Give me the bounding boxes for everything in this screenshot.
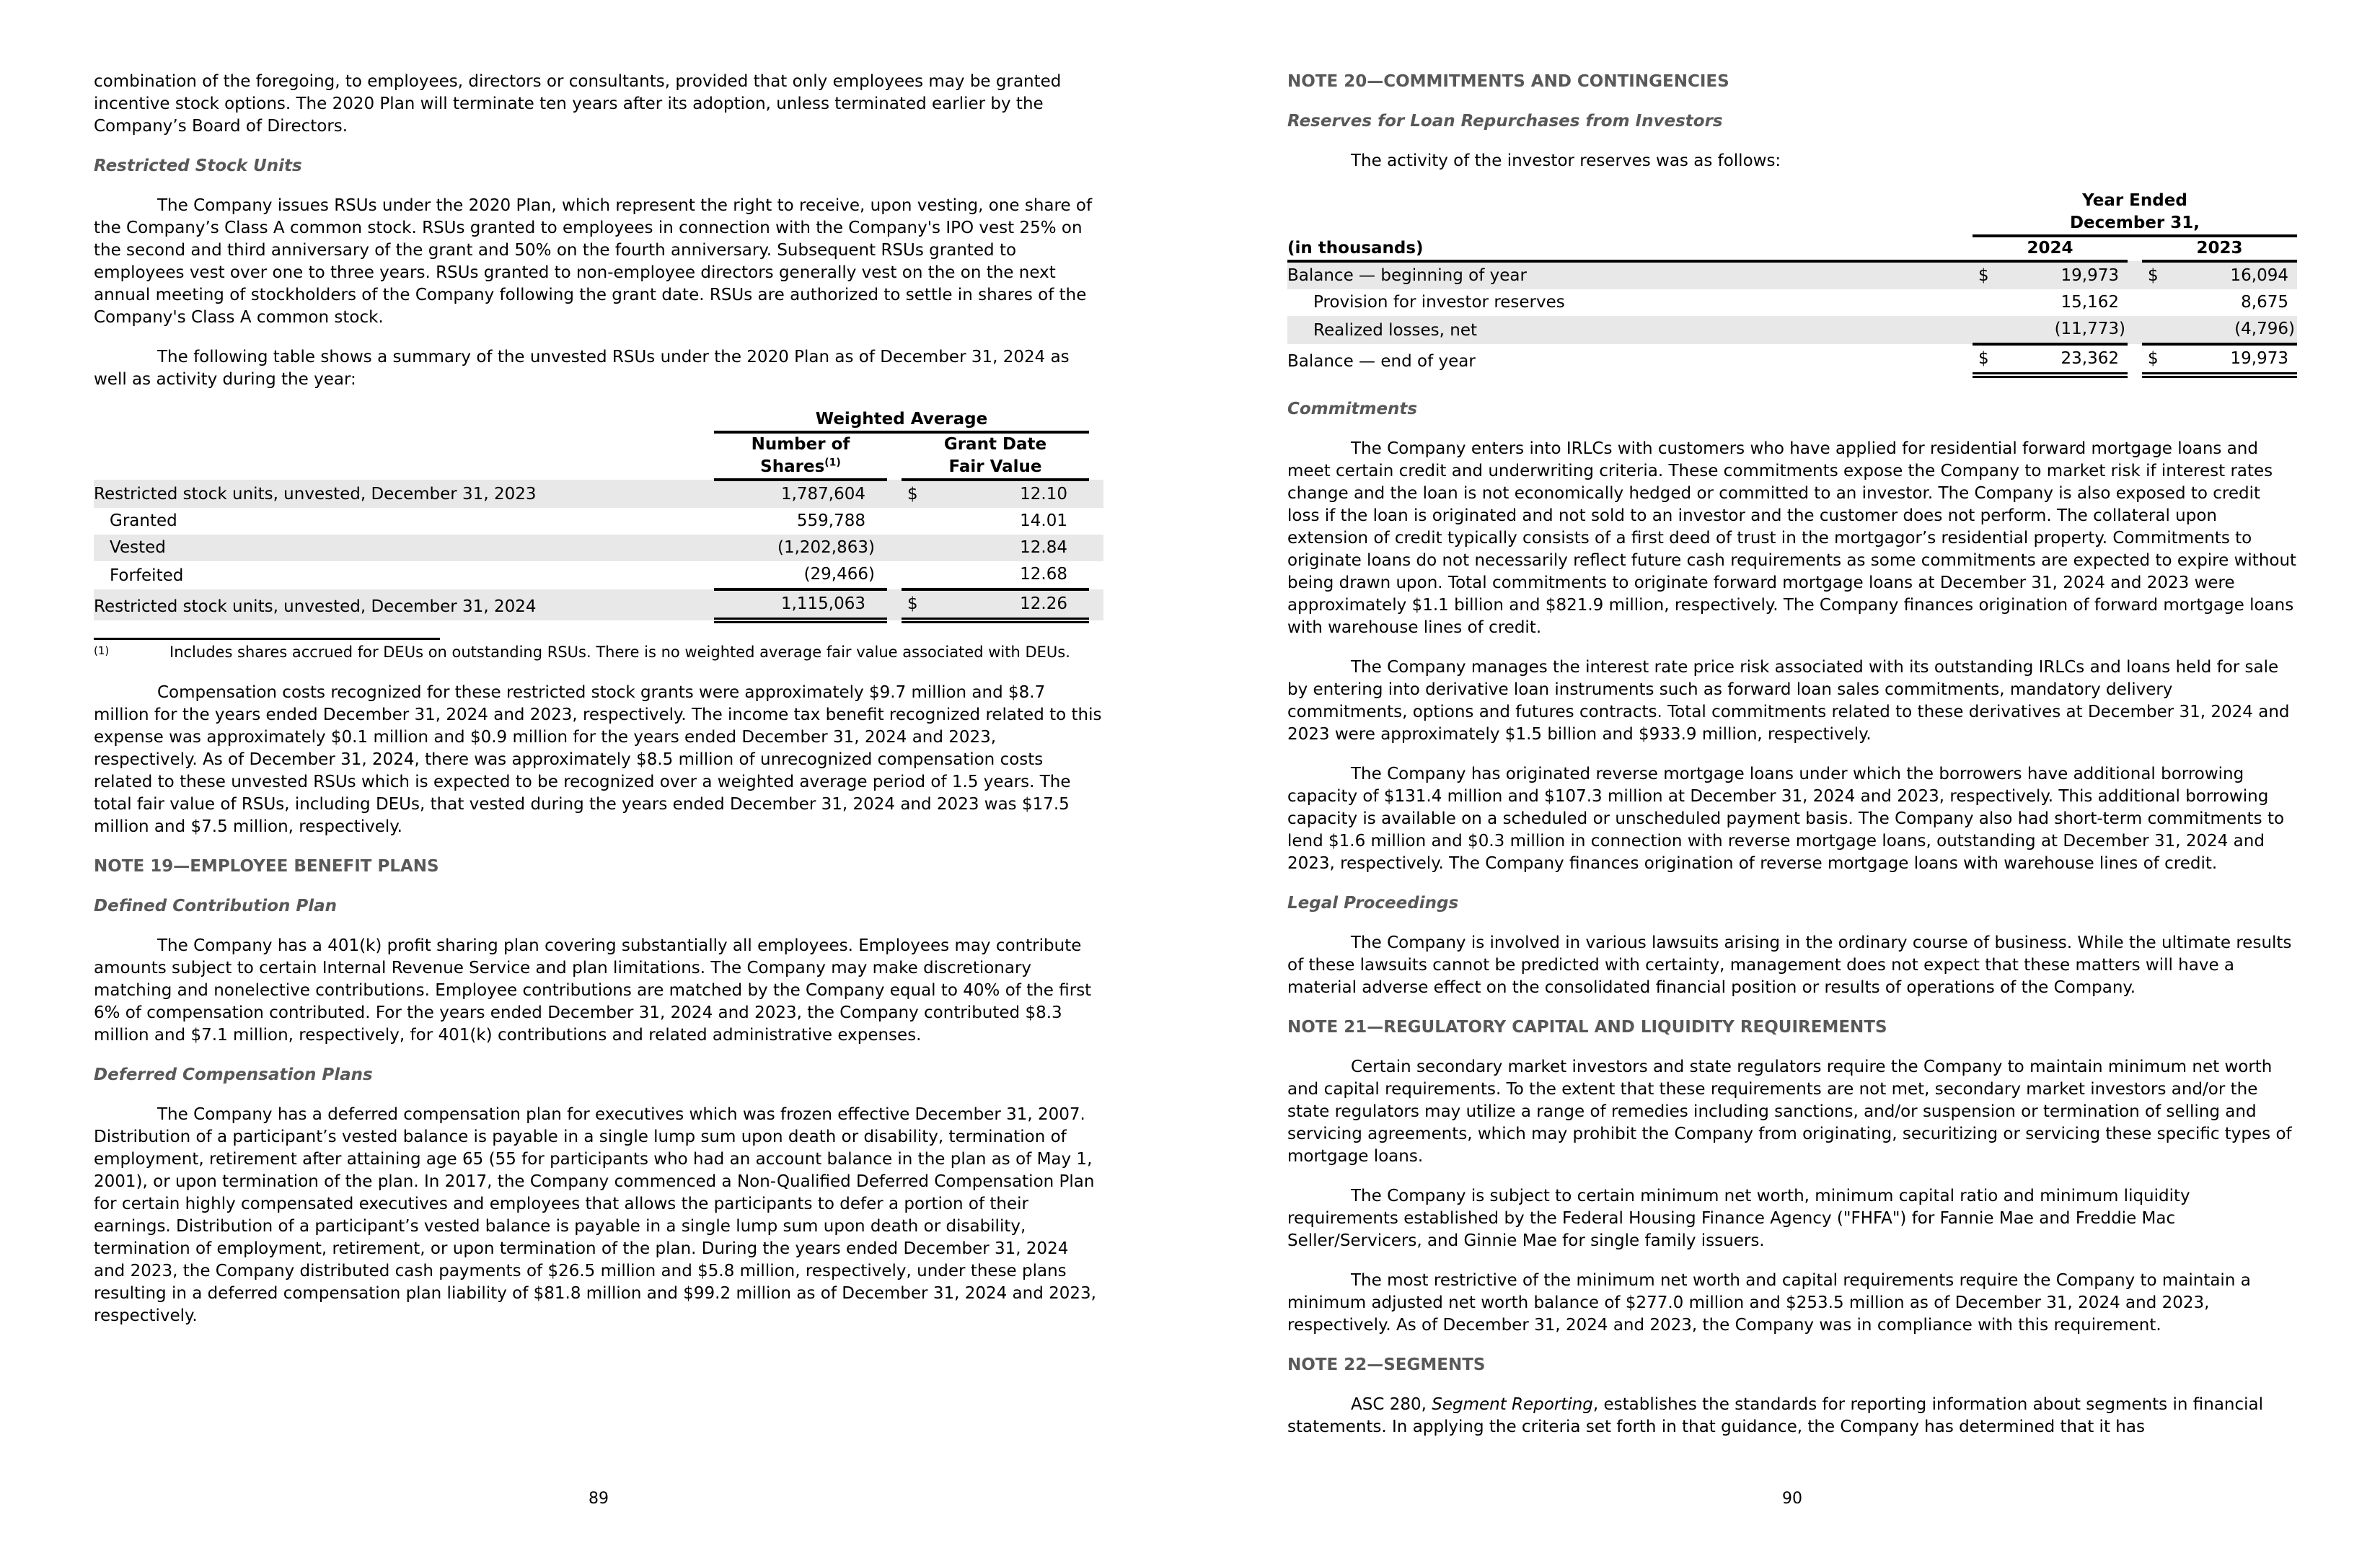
cell-value: 23,362 (2061, 349, 2119, 368)
page-number-right: 90 (1782, 1490, 1802, 1508)
heading-defined-contribution-plan: Defined Contribution Plan (94, 897, 338, 915)
page-number-left: 89 (589, 1490, 609, 1508)
cell-dollar-sign (902, 535, 930, 561)
segments-text-italic: Segment Reporting (1432, 1395, 1593, 1414)
table-row-balance-end (1287, 344, 2297, 375)
paragraph-rsu-description: The Company issues RSUs under the 2020 Plan, which represent the right to receive, upon vesting, one share of the Company’s Class A common stock. RSUs granted to employees in connection with the Company's IPO vest 25% on the second and third anniversary of the grant and 50% on the fourth anniversary. Subsequent RSUs granted to employees vest over one to three years. RSUs granted to non-employee directors generally vest on the on the next annual meeting of stockholders of the Company following the grant date. RSUs are authorized to settle in shares of the Company's Class A common stock. (94, 196, 1093, 327)
cell-dollar-sign: $ (1978, 266, 1989, 285)
cell-dollar-sign: $ (902, 480, 930, 508)
header-weighted-average: Weighted Average (714, 408, 1089, 432)
cell-2023 (2142, 261, 2297, 289)
cell-fair-value: 12.84 (930, 535, 1089, 561)
heading-deferred-compensation-plans: Deferred Compensation Plans (94, 1066, 373, 1084)
cell-dollar-sign: $ (1978, 349, 1989, 368)
cell-value: (4,796) (2234, 320, 2295, 338)
cell-dollar-sign: $ (2148, 349, 2159, 368)
cell-label: Balance — beginning of year (1287, 261, 1973, 289)
spacer-cell (887, 535, 902, 561)
header-year-ended-line1: Year Ended (2082, 191, 2187, 210)
cell-2024 (1973, 316, 2128, 344)
rsu-table-column-header-row (94, 432, 1103, 480)
page-right-content (1287, 0, 2297, 1438)
page-left-content (94, 0, 1103, 1327)
paragraph-rsu-table-intro: The following table shows a summary of the unvested RSUs under the 2020 Plan as of December 31, 2024 as well as activity during the year: (94, 348, 1070, 389)
paragraph-401k-plan: The Company has a 401(k) profit sharing plan covering substantially all employees. Employees may contribute amounts subject to certain Internal Revenue Service and plan limitations. The Company may make discretionary matching and nonelective contributions. Employee contributions are matched by the Company equal to 40% of the first 6% of compensation contributed. For the years ended December 31, 2024 and 2023, the Company contributed $8.3 million and $7.1 million, respectively, for 401(k) contributions and related administrative expenses. (94, 936, 1092, 1045)
cell-dollar-sign (902, 508, 930, 535)
cell-label: Provision for investor reserves (1313, 293, 1565, 312)
cell-2023 (2142, 289, 2297, 316)
spacer-cell (2128, 236, 2142, 261)
header-2024: 2024 (1973, 236, 2128, 261)
cell-label: Vested (94, 535, 714, 561)
cell-2023 (2142, 344, 2297, 375)
cell-2024 (1973, 289, 2128, 316)
cell-value: 16,094 (2230, 266, 2288, 285)
rsu-activity-table (94, 408, 1103, 623)
cell-shares: 1,787,604 (714, 480, 887, 508)
heading-note-19: NOTE 19—EMPLOYEE BENEFIT PLANS (94, 857, 439, 876)
paragraph-interest-rate-risk: The Company manages the interest rate price risk associated with its outstanding IRLCs and loans held for sale by entering into derivative loan instruments such as forward loan sales commitments, mandatory delivery commitments, options and futures contracts. Total commitments related to these derivatives at December 31, 2024 and 2023 were approximately $1.5 billion and $933.9 million, respectively. (1287, 658, 2290, 744)
cell-value: 15,162 (2061, 293, 2119, 312)
table-row-vested (94, 535, 1103, 561)
paragraph-net-worth-compliance: The most restrictive of the minimum net worth and capital requirements require the Company to maintain a minimum adjusted net worth balance of $277.0 million and $253.5 million as of December 31, 2024 and 2023, respectively. As of December 31, 2024 and 2023, the Company was in compliance with this requirement. (1287, 1271, 2251, 1335)
header-number-of-shares (714, 432, 887, 480)
cell-label: Restricted stock units, unvested, December 31, 2023 (94, 480, 714, 508)
heading-note-20: NOTE 20—COMMITMENTS AND CONTINGENCIES (1287, 72, 1729, 91)
cell-label: Restricted stock units, unvested, December 31, 2024 (94, 589, 714, 620)
cell-value: 8,675 (2241, 293, 2288, 312)
paragraph-fhfa-requirements: The Company is subject to certain minimum net worth, minimum capital ratio and minimum liquidity requirements established by the Federal Housing Finance Agency ("FHFA") for Fannie Mae and Freddie Mac Seller/Servicers, and Ginnie Mae for single family issuers. (1287, 1187, 2190, 1250)
spacer-cell (887, 432, 902, 480)
spacer-cell (887, 589, 902, 620)
paragraph-deferred-compensation: The Company has a deferred compensation plan for executives which was frozen effective December 31, 2007. Distribution of a participant’s vested balance is payable in a single lump sum upon death or disability, termination of employment, retirement after attaining age 65 (55 for participants who had an account balance in the plan as of May 1, 2001), or upon termination of the plan. In 2017, the Company commenced a Non-Qualified Deferred Compensation Plan for certain highly compensated executives and employees that allows the participants to defer a portion of their earnings. Distribution of a participant’s vested balance is payable in a single lump sum upon death or disability, termination of employment, retirement, or upon termination of the plan. During the years ended December 31, 2024 and 2023, the Company distributed cash payments of $26.5 million and $5.8 million, respectively, under these plans resulting in a deferred compensation plan liability of $81.8 million and $99.2 million as of December 31, 2024 and 2023, respectively. (94, 1105, 1096, 1325)
segments-text-after: , establishes the standards for reporting information about segments in financial statements. In applying the criteria set forth in that guidance, the Company has determined that it has (1287, 1395, 2264, 1436)
cell-dollar-sign (902, 561, 930, 589)
cell-value: 19,973 (2230, 349, 2288, 368)
cell-fair-value: 12.10 (930, 480, 1089, 508)
spacer-cell (1089, 432, 1103, 480)
spacer-cell (1089, 535, 1103, 561)
cell-label: Balance — end of year (1287, 352, 1476, 371)
table-row-unvested-2023 (94, 480, 1103, 508)
heading-reserves-loan-repurchases: Reserves for Loan Repurchases from Investors (1287, 112, 1723, 131)
cell-shares: (29,466) (714, 561, 887, 589)
cell-label: Realized losses, net (1287, 316, 1973, 344)
table-row-forfeited (94, 561, 1103, 589)
cell-2024 (1973, 261, 2128, 289)
page-left (94, 0, 1103, 1551)
table-row-granted (94, 508, 1103, 535)
paragraph-legal-proceedings: The Company is involved in various lawsuits arising in the ordinary course of business. While the ultimate results of these lawsuits cannot be predicted with certainty, management does not expect that these matters will have a material adverse effect on the consolidated financial position or results of operations of the Company. (1287, 933, 2292, 997)
cell-shares: 559,788 (796, 511, 865, 530)
cell-shares: (1,202,863) (714, 535, 887, 561)
cell-fair-value: 12.68 (930, 561, 1089, 589)
footnote-separator-rule (94, 638, 440, 640)
header-year-ended-line2: December 31, (2069, 214, 2200, 232)
cell-fair-value: 14.01 (1020, 511, 1067, 530)
table-row-balance-beginning (1287, 261, 2297, 289)
spacer-cell (1089, 480, 1103, 508)
spacer-cell (887, 508, 902, 535)
cell-value: (11,773) (2054, 320, 2125, 338)
spacer-cell (2128, 289, 2142, 316)
segments-text-before: ASC 280, (1351, 1395, 1432, 1414)
footnote-1 (94, 641, 1103, 663)
spacer-cell (94, 408, 714, 432)
header-grant-date-line2: Fair Value (948, 457, 1042, 476)
header-2023: 2023 (2142, 236, 2297, 261)
table-row-realized-losses (1287, 316, 2297, 344)
cell-dollar-sign: $ (2148, 266, 2159, 285)
paragraph-regulatory-requirements: Certain secondary market investors and state regulators require the Company to maintain minimum net worth and capital requirements. To the extent that these requirements are not met, secondary market investors and/or the state regulators may utilize a range of remedies including sanctions, and/or suspension or termination of selling and servicing agreements, which may prohibit the Company from originating, securitizing or servicing these specific types of mortgage loans. (1287, 1058, 2292, 1166)
table-row-provision (1287, 289, 2297, 316)
header-in-thousands: (in thousands) (1287, 236, 1973, 261)
heading-legal-proceedings: Legal Proceedings (1287, 894, 1459, 913)
footnote-reference-icon: (1) (824, 457, 841, 469)
spacer-cell (1089, 561, 1103, 589)
paragraph-reserves-intro: The activity of the investor reserves was as follows: (1351, 151, 1781, 170)
cell-2023 (2142, 316, 2297, 344)
cell-value: 19,973 (2061, 266, 2119, 285)
footnote-text: Includes shares accrued for DEUs on outstanding RSUs. There is no weighted average fair value associated with DEUs. (169, 643, 1070, 661)
footnote-marker: (1) (94, 644, 110, 657)
cell-label: Forfeited (110, 566, 184, 585)
page-right (1287, 0, 2297, 1551)
spacer-cell (1089, 408, 1103, 432)
paragraph-plan-continuation: combination of the foregoing, to employees, directors or consultants, provided that only employees may be granted incentive stock options. The 2020 Plan will terminate ten years after its adoption, unless terminated earlier by the Company’s Board of Directors. (94, 72, 1062, 136)
spacer-cell (2128, 261, 2142, 289)
heading-note-22: NOTE 22—SEGMENTS (1287, 1356, 1486, 1374)
cell-2024 (1973, 344, 2128, 375)
heading-restricted-stock-units: Restricted Stock Units (94, 157, 302, 175)
heading-commitments: Commitments (1287, 400, 1418, 418)
cell-fair-value: 12.26 (930, 589, 1089, 620)
cell-shares: 1,115,063 (714, 589, 887, 620)
paragraph-compensation-costs: Compensation costs recognized for these restricted stock grants were approximately $9.7 million and $8.7 million for the years ended December 31, 2024 and 2023, respectively. The income tax benefit recognized related to this expense was approximately $0.1 million and $0.9 million for the years ended December 31, 2024 and 2023, respectively. As of December 31, 2024, there was approximately $8.5 million of unrecognized compensation costs related to these unvested RSUs which is expected to be recognized over a weighted average period of 1.5 years. The total fair value of RSUs, including DEUs, that vested during the years ended December 31, 2024 and 2023 was $17.5 million and $7.5 million, respectively. (94, 683, 1102, 836)
spacer-cell (2128, 316, 2142, 344)
reserves-table-group-header-row (1287, 190, 2297, 236)
cell-label: Granted (110, 511, 177, 530)
header-grant-date-fair-value (902, 432, 1089, 480)
heading-note-21: NOTE 21—REGULATORY CAPITAL AND LIQUIDITY REQUIREMENTS (1287, 1018, 1887, 1037)
header-grant-date-line1: Grant Date (943, 435, 1047, 454)
spacer-cell (887, 561, 902, 589)
spacer-cell (2128, 344, 2142, 375)
spacer-cell (1287, 190, 1973, 236)
header-number-of-shares-line1: Number of (751, 435, 850, 454)
paragraph-reverse-mortgage: The Company has originated reverse mortgage loans under which the borrowers have additional borrowing capacity of $131.4 million and $107.3 million at December 31, 2024 and 2023, respectively. This additional borrowing capacity is available on a scheduled or unscheduled payment basis. The Company also had short-term commitments to lend $1.6 million and $0.3 million in connection with reverse mortgage loans, outstanding at December 31, 2024 and 2023, respectively. The Company finances origination of reverse mortgage loans with warehouse lines of credit. (1287, 765, 2285, 873)
header-year-ended (1973, 190, 2297, 236)
spacer-cell (887, 480, 902, 508)
reserves-table-column-header-row (1287, 236, 2297, 261)
investor-reserves-table (1287, 190, 2297, 378)
rsu-table-group-header-row (94, 408, 1103, 432)
paragraph-segments (1287, 1394, 2297, 1438)
table-row-unvested-2024 (94, 589, 1103, 620)
cell-dollar-sign: $ (902, 589, 930, 620)
spacer-cell (1089, 508, 1103, 535)
paragraph-irlc-commitments: The Company enters into IRLCs with customers who have applied for residential forward mortgage loans and meet certain credit and underwriting criteria. These commitments expose the Company to market risk if interest rates change and the loan is not economically hedged or committed to an investor. The Company is also exposed to credit loss if the loan is originated and not sold to an investor and the customer does not perform. The collateral upon extension of credit typically consists of a first deed of trust in the mortgagor’s residential property. Commitments to originate loans do not necessarily reflect future cash requirements as some commitments are expected to expire without being drawn upon. Total commitments to originate forward mortgage loans at December 31, 2024 and 2023 were approximately $1.1 billion and $821.9 million, respectively. The Company finances origination of forward mortgage loans with warehouse lines of credit. (1287, 439, 2297, 637)
header-number-of-shares-line2: Shares (760, 457, 825, 476)
spacer-cell (94, 432, 714, 480)
spacer-cell (1089, 589, 1103, 620)
